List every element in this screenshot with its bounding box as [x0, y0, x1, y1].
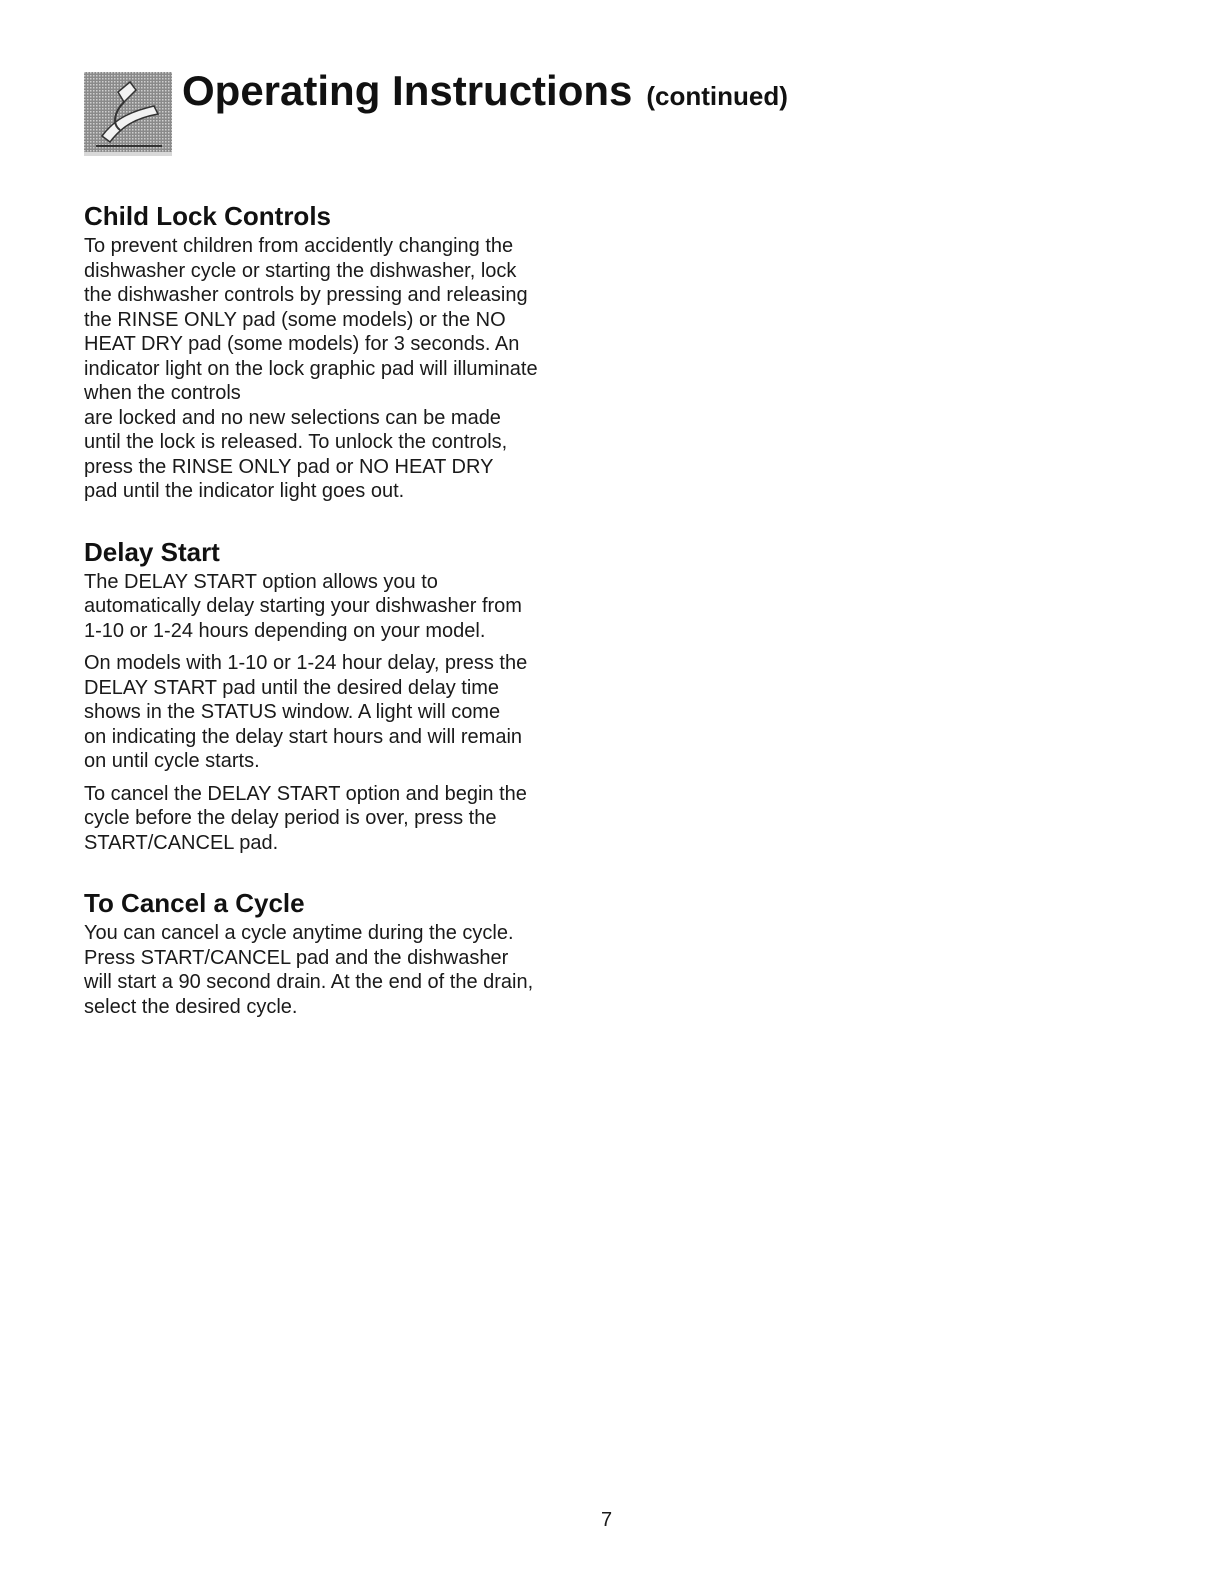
section-heading: To Cancel a Cycle	[84, 888, 305, 918]
dishwasher-hand-icon	[84, 72, 172, 158]
paragraph: To cancel the DELAY START option and begin the cycle before the delay period is over, press the START/CANCEL pad.	[84, 782, 527, 854]
main-content	[84, 198, 604, 1019]
paragraph: On models with 1-10 or 1-24 hour delay, press the DELAY START pad until the desired delay time shows in the STATUS window. A light will come on indicating the delay start hours and will remain on until cycle starts.	[84, 652, 528, 772]
section-delay-start	[84, 534, 604, 856]
page-title-text: Operating Instructions	[182, 67, 633, 114]
paragraph: The DELAY START option allows you to automatically delay starting your dishwasher from 1-10 or 1-24 hours depending on your model.	[84, 570, 522, 642]
section-heading: Child Lock Controls	[84, 201, 331, 231]
section-child-lock-controls	[84, 198, 604, 504]
continued-label: (continued)	[646, 81, 788, 111]
paragraph: You can cancel a cycle anytime during the cycle. Press START/CANCEL pad and the dishwasher will start a 90 second drain. At the end of the drain, select the desired cycle.	[84, 922, 534, 1018]
page-title	[182, 66, 788, 121]
section-heading: Delay Start	[84, 536, 220, 567]
page-number: 7	[600, 1509, 613, 1531]
section-cancel-cycle	[84, 885, 604, 1019]
paragraph: To prevent children from accidently changing the dishwasher cycle or starting the dishwasher, lock the dishwasher controls by pressing and releasing the RINSE ONLY pad (some models) or the NO HEAT DRY pad (some models) for 3 seconds. An indicator light on the lock graphic pad will illuminate when the controls are locked and no new selections can be made until the lock is released. To unlock the controls, press the RINSE ONLY pad or NO HEAT DRY pad until the indicator light goes out.	[84, 235, 538, 502]
page-header	[84, 66, 1084, 166]
